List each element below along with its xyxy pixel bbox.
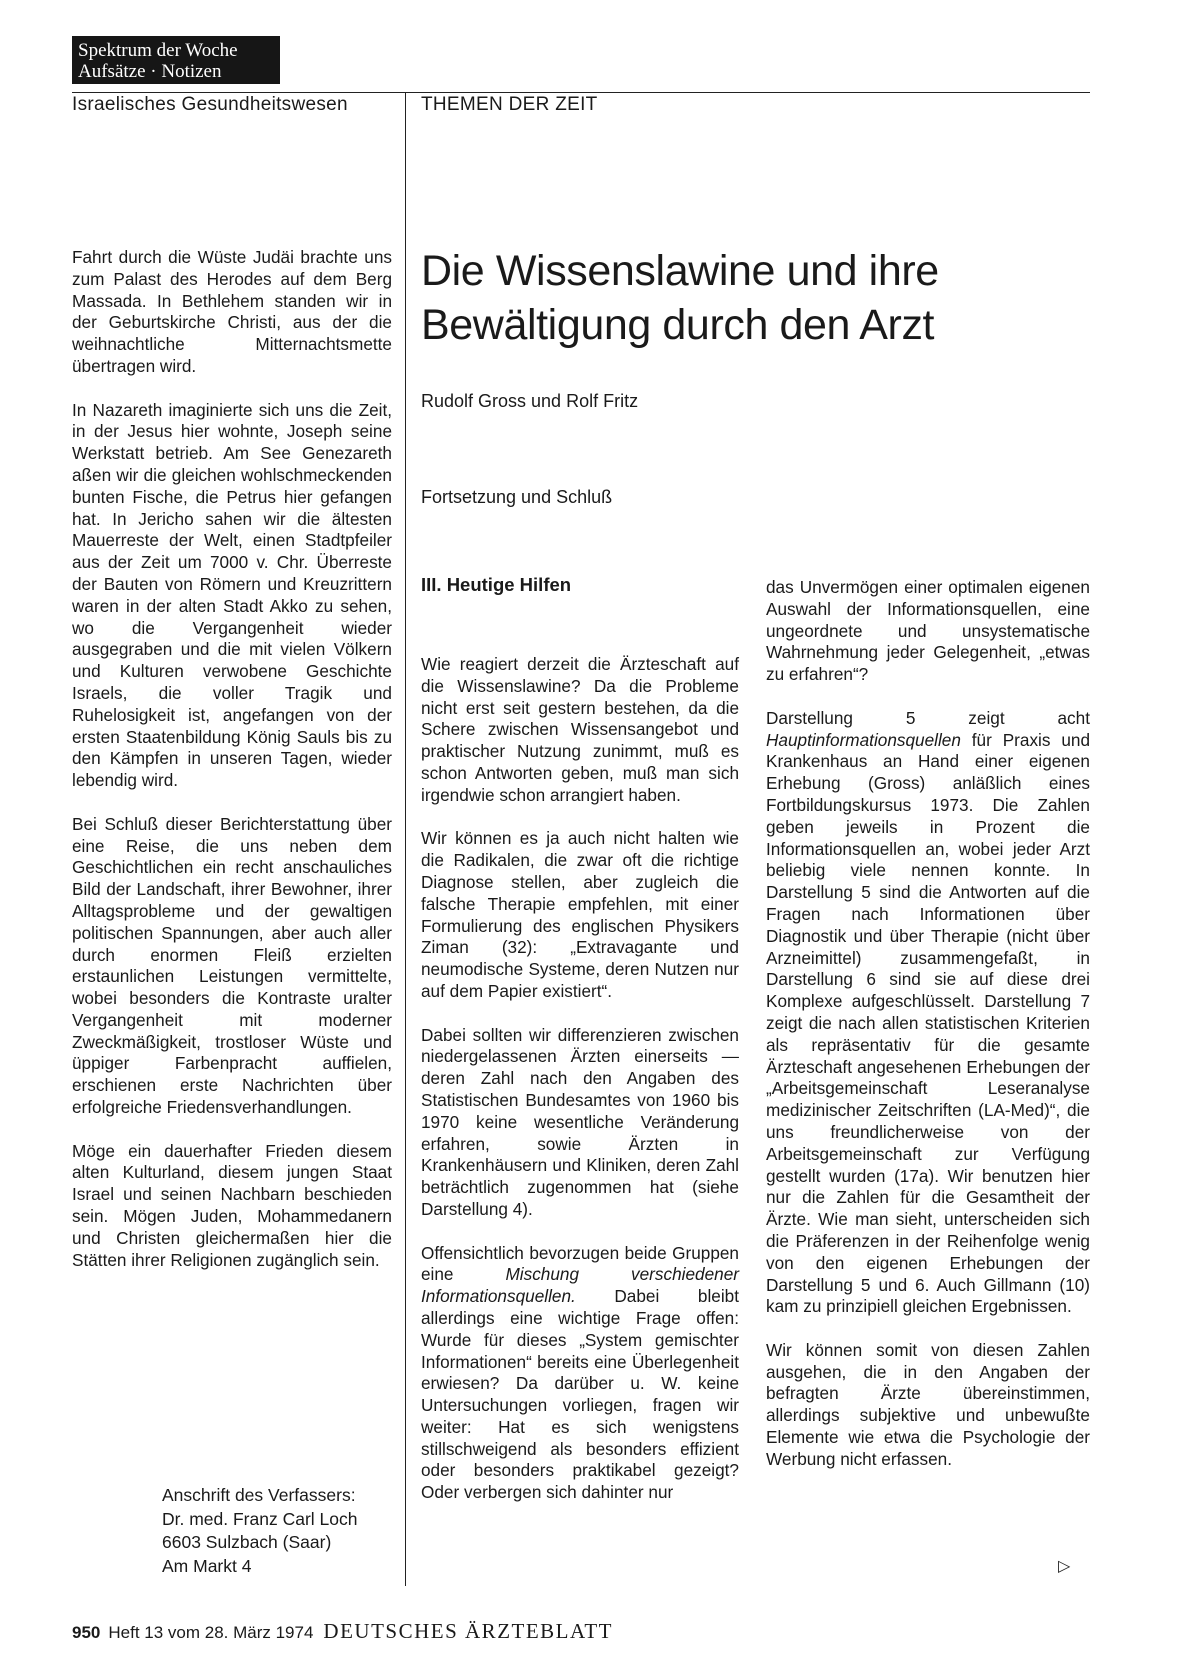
section-label-right: THEMEN DER ZEIT [421, 94, 598, 115]
text-run: Darstellung 5 zeigt acht [766, 707, 1090, 728]
column-divider [405, 92, 406, 1586]
left-paragraph: Möge ein dauerhafter Frieden diesem alten Kulturland, diesem jungen Staat Israel und seinen Nachbarn beschieden sein. Mögen Juden, Mohammedanern und Christen gleichermaßen hier die Stätten ihrer Religionen zugänglich sein. [72, 1140, 392, 1270]
issue-info: Heft 13 vom 28. März 1974 [108, 1623, 314, 1642]
body-paragraph: Wir können somit von diesen Zahlen ausgehen, die in den Angaben der befragten Ärzte übereinstimmen, allerdings subjektive und unbewußte Elemente wie etwa die Psychologie der Werbung nicht erfassen. [766, 1339, 1090, 1469]
body-paragraph: das Unvermögen einer optimalen eigenen Auswahl der Informationsquellen, eine ungeordnete und unsystematische Wahrnehmung jeder Gelegenheit, „etwas zu erfahren“? [766, 577, 1090, 685]
right-column [766, 577, 1090, 1492]
address-label: Anschrift des Verfassers: [162, 1485, 356, 1505]
badge-line-1: Spektrum der Woche [78, 40, 238, 61]
address-name: Dr. med. Franz Carl Loch [162, 1508, 358, 1529]
address-street: Am Markt 4 [162, 1555, 252, 1576]
author-address [162, 1484, 357, 1578]
text-run: Offensichtlich bevorzugen beide Gruppen eine [421, 1242, 739, 1285]
middle-column [421, 654, 739, 1526]
text-run: für Praxis und Krankenhaus an Hand einer eigenen Erhebung (Gross) anläßlich eines Fortbildungskursus 1973. Die Zahlen geben jeweils in Prozent die Informationsquellen an, wobei jeder Arzt beliebig viele nennen konnte. In Darstellung 5 sind die Antworten auf die Fragen nach Informationen über Diagnostik und über Therapie (nicht über Arzneimittel) zusammengefaßt, in Darstellung 6 sind sie auf diese drei Komplexe aufgeschlüsselt. Darstellung 7 zeigt die nach allen statistischen Kriterien als repräsentativ für die gesamte Ärzteschaft angesehenen Erhebungen der „Arbeitsgemeinschaft Leseranalyse medizinischer Zeitschriften (LA-Med)“, die uns freundlicherweise von der Arbeitsgemeinschaft zur Verfügung gestellt wurden (17a). Wir benutzen hier nur die Zahlen für die Gesamtheit der Ärzte. Wie man sieht, unterscheiden sich die Präferenzen in der Reihenfolge wenig von den eigenen Erhebungen der Darstellung 5 und 6. Auch Gillmann (10) kam zu prinzipiell gleichen Ergebnissen. [766, 729, 1090, 1317]
address-city: 6603 Sulzbach (Saar) [162, 1532, 332, 1552]
article-authors: Rudolf Gross und Rolf Fritz [421, 391, 639, 411]
continue-arrow-icon: ▷ [1058, 1558, 1071, 1575]
body-paragraph: Wie reagiert derzeit die Ärzteschaft auf die Wissenslawine? Da die Probleme nicht erst seit gestern bestehen, da die Schere zwischen Wissensangebot und praktischer Nutzung zunimmt, muß es schon Antworten geben, muß man sich irgendwie schon arrangiert haben. [421, 654, 739, 805]
left-paragraph: Bei Schluß dieser Berichterstattung über eine Reise, die uns neben dem Geschichtlichen ein recht anschauliches Bild der Landschaft, ihrer Bewohner, ihrer Alltagsprobleme und der gewaltigen politischen Spannungen, aber auch aller durch enormen Fleiß erzielten erstaunlichen Leistungen vermittelte, wobei besonders die Kontraste uralter Vergangenheit mit moderner Zweckmäßigkeit, trostloser Wüste und üppiger Farbenpracht auffielen, erschienen erste Nachrichten über erfolgreiche Friedensverhandlungen. [72, 813, 392, 1118]
badge-line-2: Aufsätze · Notizen [78, 61, 222, 82]
left-column [72, 247, 392, 1293]
section-heading: III. Heutige Hilfen [421, 574, 572, 595]
continuation-note: Fortsetzung und Schluß [421, 487, 613, 507]
page-number: 950 [72, 1623, 101, 1642]
body-paragraph: Dabei sollten wir differenzieren zwischen niedergelassenen Ärzten einerseits — deren Zahl nach den Angaben des Statistischen Bundesamtes von 1960 bis 1970 keine wesentliche Veränderung erfahren, sowie Ärzten in Krankenhäusern und Kliniken, deren Zahl beträchtlich zugenommen hat (siehe Darstellung 4). [421, 1024, 739, 1219]
left-paragraph: Fahrt durch die Wüste Judäi brachte uns zum Palast des Herodes auf dem Berg Massada. In Bethlehem standen wir in der Geburtskirche Christi, aus der die weihnachtliche Mitternachtsmette übertragen wird. [72, 247, 392, 376]
emphasis-run: Mischung verschiedener Informationsquellen. [421, 1264, 739, 1307]
header-rule [72, 92, 1090, 93]
article-title: Die Wissenslawine und ihre Bewältigung durch den Arzt [421, 247, 939, 349]
text-run: Dabei bleibt allerdings eine wichtige Frage offen: Wurde für dieses „System gemischter Informationen“ bereits eine Überlegenheit erwiesen? Da darüber u. W. keine Untersuchungen vorliegen, fragen wir weiter: Hat es sich wenigstens stillschweigend als besonders effizient oder besonders praktikabel gezeigt? Oder verbergen sich dahinter nur [421, 1286, 739, 1503]
section-label-left: Israelisches Gesundheitswesen [72, 94, 348, 115]
body-paragraph [766, 708, 1090, 1318]
body-paragraph: Wir können es ja auch nicht halten wie die Radikalen, die zwar oft die richtige Diagnose stellen, aber zugleich die falsche Therapie empfehlen, mit einer Formulierung des englischen Physikers Ziman (32): „Extravagante und neumodische Systeme, deren Nutzen nur auf dem Papier existiert“. [421, 828, 739, 1001]
journal-name: DEUTSCHES ÄRZTEBLATT [323, 1619, 613, 1643]
body-paragraph [421, 1243, 739, 1505]
emphasis-run: Hauptinformationsquellen [766, 729, 961, 750]
left-paragraph: In Nazareth imaginierte sich uns die Zeit, in der Jesus hier wohnte, Joseph seine Werkstatt betrieb. Am See Genezareth aßen wir die gleichen wohlschmeckenden bunten Fische, die Petrus hier gefangen hat. In Jericho sahen wir die ältesten Mauerreste der Welt, einen Stadtpfeiler aus der Zeit um 7000 v. Chr. Überreste der Bauten von Römern und Kreuzrittern waren in der alten Stadt Akko zu sehen, wo die Vergangenheit wieder ausgegraben und die mit vielen Völkern und Kulturen verwobene Geschichte Israels, die voller Tragik und Ruhelosigkeit ist, angefangen von der ersten Staatenbildung König Sauls bis zu den Kämpfen in unseren Tagen, wieder lebendig wird. [72, 399, 392, 791]
section-badge [72, 36, 280, 84]
page-footer [72, 1619, 613, 1644]
